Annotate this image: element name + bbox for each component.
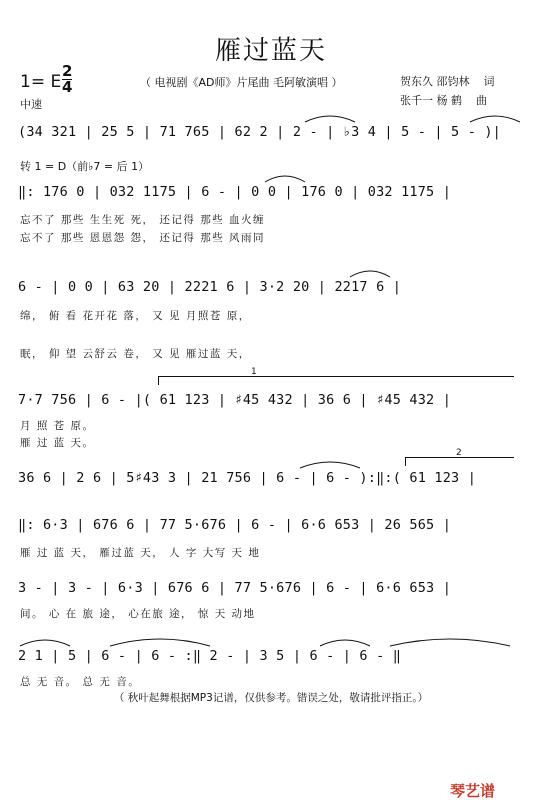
lyrics-line-4a: 月 照 苍 原。 — [20, 420, 95, 432]
lyrics-line-3b: 眠， 仰 望 云舒云 卷， 又 见 雁过蓝 天， — [20, 348, 251, 360]
score-line-1: (34 321 | 25 5 | 71 765 | 62 2 | 2 - | ♭3 4 | 5 - | 5 - )| — [18, 124, 502, 140]
slur — [20, 640, 70, 646]
slur — [350, 271, 390, 277]
score-line-8: 2 1 | 5 | 6 - | 6 - :‖ 2 - | 3 5 | 6 - | 6 - ‖ — [18, 648, 402, 664]
slur — [110, 639, 210, 646]
song-title: 雁过蓝天 — [214, 36, 327, 66]
score-line-2: ‖: 176 0 | 032 1175 | 6 - | 0 0 | 176 0 | 032 1175 | — [18, 184, 452, 200]
meter-bottom: 4 — [62, 78, 73, 96]
lyrics-line-4b: 雁 过 蓝 天。 — [20, 437, 95, 449]
slur — [390, 639, 510, 646]
volta-1: 1 — [158, 376, 514, 385]
volta-2: 2 — [405, 457, 514, 466]
lyricist-role: 词 — [483, 75, 495, 88]
slur — [300, 462, 360, 468]
modulation-note: 转 1 = D（前♭7 = 后 1） — [20, 160, 150, 173]
song-source: （ 电视剧《AD师》片尾曲 毛阿敏演唱 ） — [140, 76, 343, 89]
slur — [320, 640, 370, 646]
lyricist-names: 贺东久 邵钧林 — [400, 75, 470, 88]
lyrics-line-8: 总 无 音。 总 无 音。 — [20, 676, 141, 688]
site-logo: 琴艺谱 — [450, 782, 496, 800]
lyrics-line-2a: 忘不了 那些 生生死 死， 还记得 那些 血火缠 — [20, 214, 266, 226]
score-line-5: 36 6 | 2 6 | 5♯43 3 | 21 756 | 6 - | 6 - ):‖:( 61 123 | — [18, 470, 477, 486]
lyrics-line-3a: 绵， 俯 看 花开花 落， 又 见 月照苍 原， — [20, 310, 251, 322]
slur — [265, 176, 305, 182]
score-line-3: 6 - | 0 0 | 63 20 | 2221 6 | 3·2 20 | 2217 6 | — [18, 279, 402, 295]
meter-top: 2 — [62, 62, 73, 80]
composer-role: 曲 — [476, 94, 487, 107]
key-signature: 1= E — [20, 72, 62, 92]
score-line-6: ‖: 6·3 | 676 6 | 77 5·676 | 6 - | 6·6 653 | 26 565 | — [18, 517, 452, 533]
transcription-note: （ 秋叶起舞根据MP3记谱，仅供参考。错误之处，敬请批评指正。） — [113, 692, 429, 704]
score-line-4: 7·7 756 | 6 - |( 61 123 | ♯45 432 | 36 6 | ♯45 432 | — [18, 392, 452, 408]
composer-names: 张千一 杨 鹤 — [400, 94, 462, 107]
tempo-marking: 中速 — [20, 98, 42, 111]
lyrics-line-6: 雁 过 蓝 天， 雁过蓝 天， 人 字 大写 天 地 — [20, 547, 261, 559]
lyrics-line-7: 间。 心 在 旅 途， 心在旅 途， 惊 天 动地 — [20, 608, 256, 620]
slur — [470, 116, 520, 122]
slur — [305, 116, 355, 122]
lyrics-line-2b: 忘不了 那些 恩恩怨 怨， 还记得 那些 风雨同 — [20, 232, 266, 244]
score-line-7: 3 - | 3 - | 6·3 | 676 6 | 77 5·676 | 6 - | 6·6 653 | — [18, 580, 452, 596]
